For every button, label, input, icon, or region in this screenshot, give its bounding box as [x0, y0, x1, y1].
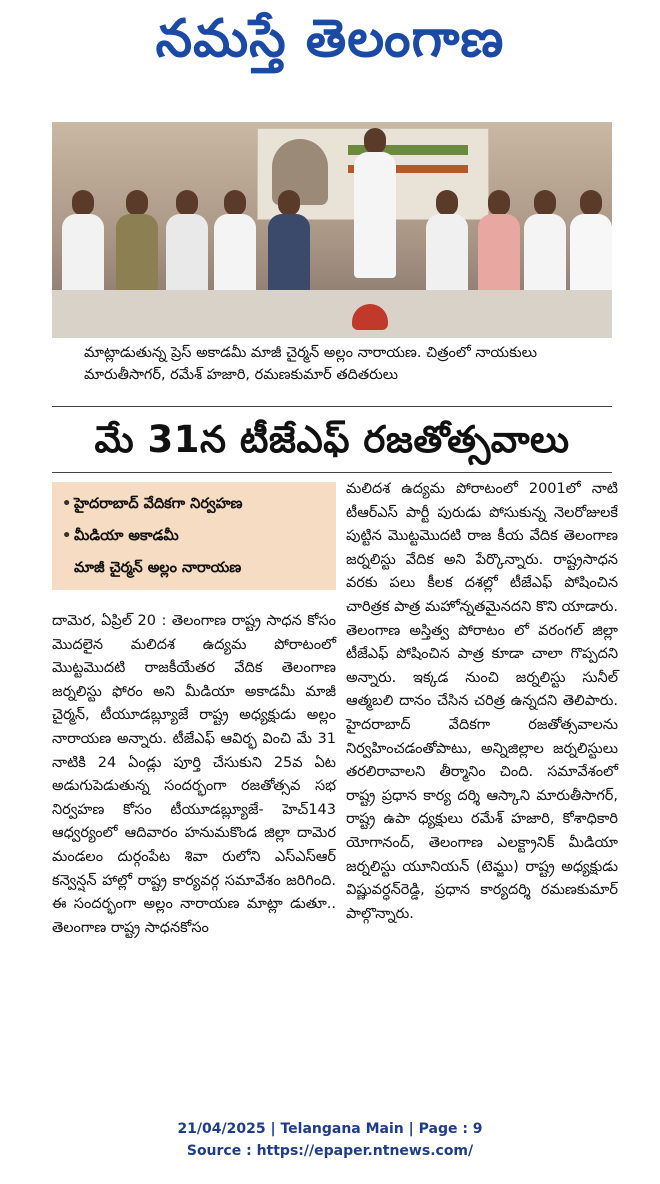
highlight-item: మాజీ చైర్మన్ అల్లం నారాయణ — [74, 560, 242, 576]
masthead — [0, 0, 660, 80]
article-paragraph: మలిదశ ఉద్యమ పోరాటంలో 2001లో నాటి టీఆర్ఎస్ పార్టీ పురుడు పోసుకున్న నెలరోజులకే పుట్టిన మొట్టమొదటి రాజ కీయ వేదిక తెలంగాణ జర్నలిస్టు వేదిక అని పేర్కొన్నారు. రాష్ట్రసాధన వరకు పలు కీలక దశల్లో టీజేఎఫ్ పోషించిన చారిత్రక పాత్ర మహోన్నతమైనదని కొని యాడారు. తెలంగాణ అస్తిత్వ పోరాటం లో వరంగల్ జిల్లా టీజేఎఫ్ పోషించిన పాత్ర కూడా చాలా గొప్పదని అన్నారు. ఇక్కడ నుంచి జర్నలిస్టు సునీల్ ఆత్మబలి దానం చేసిన చరిత్ర ఉన్నదని తెలిపారు. హైదరాబాద్ వేదికగా రజతోత్సవాలను నిర్వహించడంతోపాటు, అన్నిజిల్లాల జర్నలిస్టులు తరలిరావాలని తీర్మానిం చింది. సమావేశంలో రాష్ట్ర ప్రధాన కార్య దర్శి ఆస్కాని మారుతీసాగర్, రాష్ట్ర ఉపా ధ్యక్షులు రమేశ్ హజారి, కోశాధికారి యోగానంద్, తెలంగాణ ఎలక్ట్రానిక్ మీడియా జర్నలిస్టు యూనియన్ (టెమ్జు) రాష్ట్ర అధ్యక్షుడు విష్ణువర్ధన్‌రెడ్డి, ప్రధాన కార్యదర్శి రమణకుమార్ పాల్గొన్నారు. — [346, 481, 618, 922]
edition-info: 21/04/2025 | Telangana Main | Page : 9 — [177, 1121, 483, 1137]
divider — [52, 406, 612, 407]
article-left-column — [52, 610, 336, 940]
stage-table — [52, 290, 612, 338]
news-photo — [52, 122, 612, 338]
news-clipping — [44, 112, 620, 1092]
highlight-box — [52, 482, 336, 590]
highlight-item: • హైదరాబాద్ వేదికగా నిర్వహణ — [62, 496, 243, 512]
article-paragraph: దామెర, ఏప్రిల్ 20 : తెలంగాణ రాష్ట్ర సాధన కోసం మొదలైన మలిదశ ఉద్యమ పోరాటంలో మొట్టమొదటి రాజకీయేతర వేదిక తెలంగాణ జర్నలిస్టు ఫోరం అని మీడియా అకాడమీ మాజీ చైర్మన్, టీయూడబ్ల్యూజే రాష్ట్ర అధ్యక్షుడు అల్లం నారాయణ అన్నారు. టీజేఎఫ్ ఆవిర్భ వించి మే 31 నాటికి 24 ఏండ్లు పూర్తి చేసుకుని 25వ ఏట అడుగుపెడుతున్న సందర్భంగా రజతోత్సవ సభ నిర్వహణ కోసం టీయూడబ్ల్యూజే- హెచ్143 ఆధ్వర్యంలో ఆదివారం హనుమకొండ జిల్లా దామెర మండలం దుర్గంపేట శివా రులోని ఎస్ఎస్ఆర్ కన్వెన్షన్ హాల్లో రాష్ట్ర కార్యవర్గ సమావేశం జరిగింది. ఈ సందర్భంగా అల్లం నారాయణ మాట్లా డుతూ.. తెలంగాణ రాష్ట్ర సాధనకోసం — [52, 613, 336, 936]
source-link[interactable]: Source : https://epaper.ntnews.com/ — [186, 1143, 474, 1159]
highlight-item: • మీడియా అకాడమీ — [62, 528, 179, 544]
newspaper-title: నమస్తే తెలంగాణ — [155, 9, 505, 69]
divider — [52, 472, 612, 473]
headline: మే 31న టీజేఎఫ్ రజతోత్సవాలు — [94, 418, 570, 461]
footer — [0, 1118, 660, 1162]
photo-caption: మాట్లాడుతున్న ప్రెస్ అకాడమీ మాజీ చైర్మన్ అల్లం నారాయణ. చిత్రంలో నాయకులు మారుతీసాగర్, రమేశ్ హజారి, రమణకుమార్ తదితరులు — [84, 345, 537, 383]
article-right-column — [346, 478, 618, 926]
